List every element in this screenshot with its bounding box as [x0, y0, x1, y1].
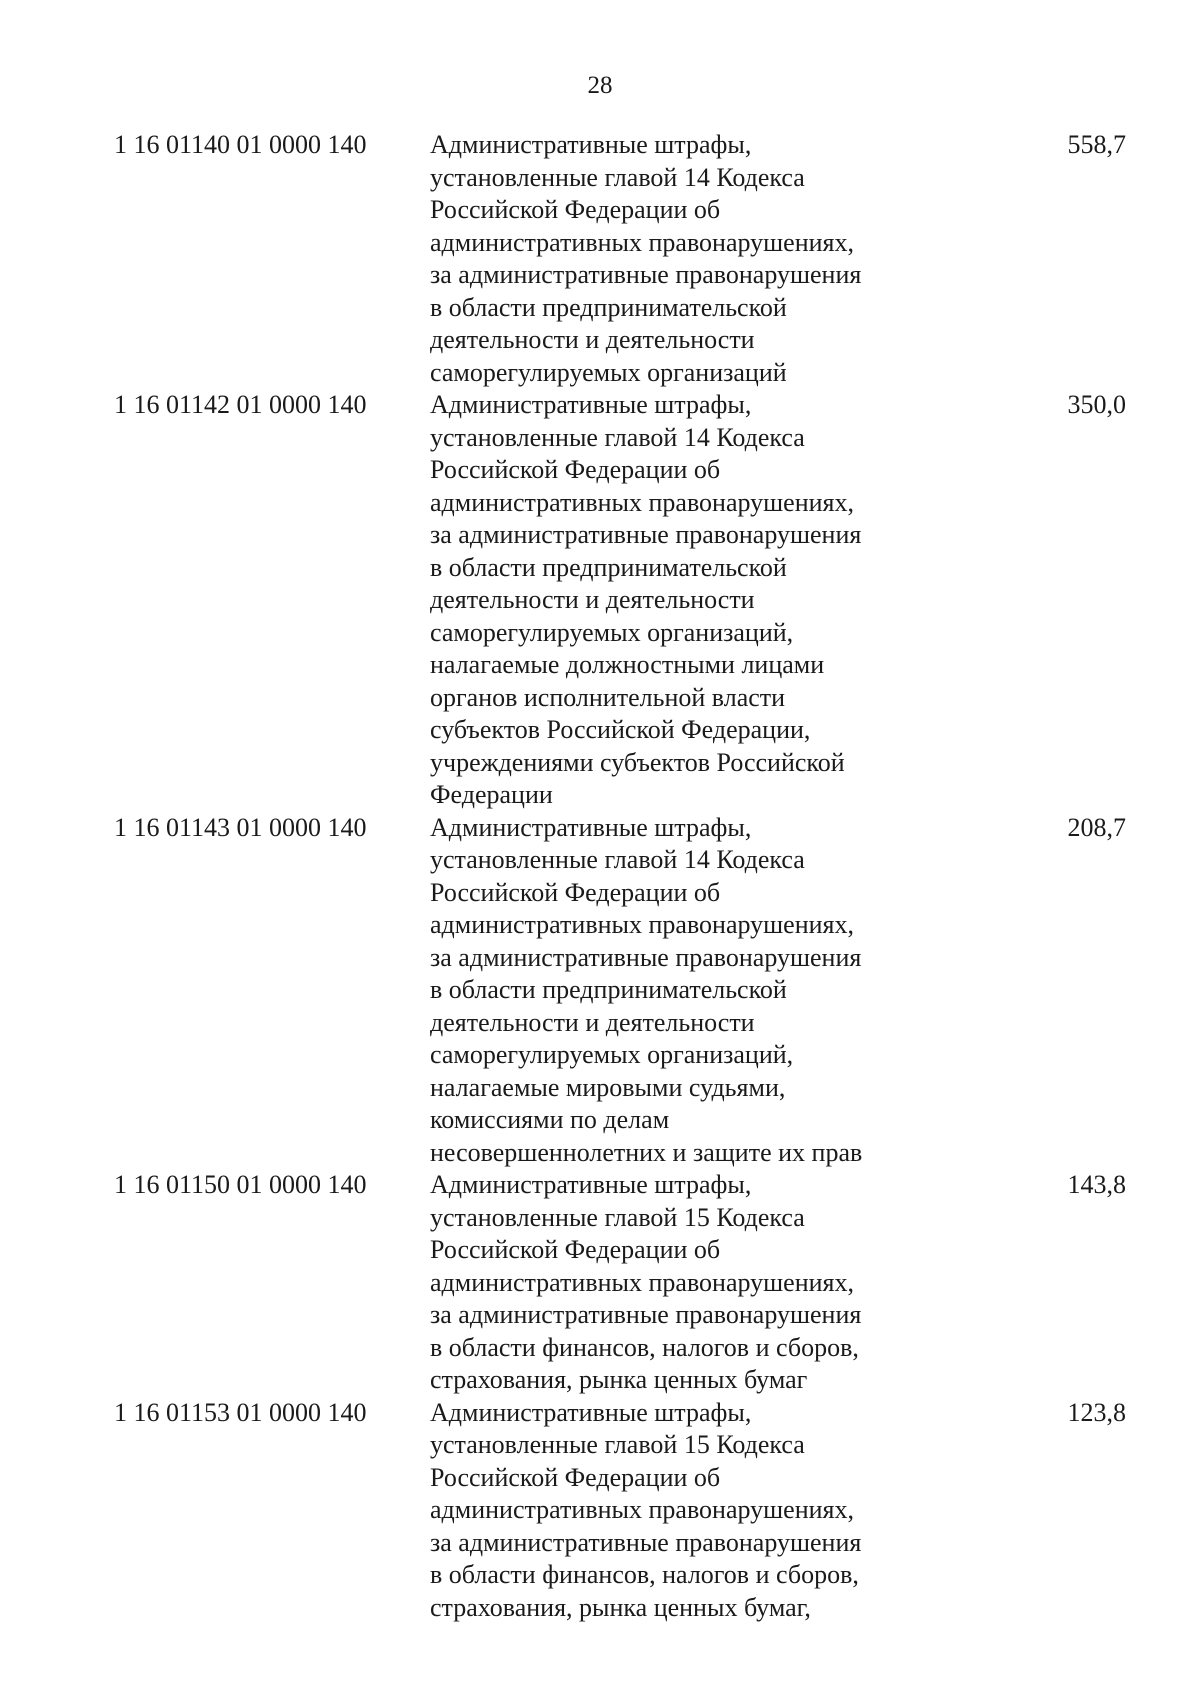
budget-code: 1 16 01140 01 0000 140 [114, 130, 367, 159]
budget-description: Административные штрафы, установленные главой 14 Кодекса Российской Федерации об административных правонарушениях, за административные правонарушения в области предпринимательской деятельности и деятельности саморегулируемых организаций [430, 130, 862, 387]
table-row [0, 389, 1200, 812]
budget-description: Административные штрафы, установленные главой 14 Кодекса Российской Федерации об административных правонарушениях, за административные правонарушения в области предпринимательской деятельности и деятельности саморегулируемых организаций, налагаемые должностными лицами органов исполнительной власти субъектов Российской Федерации, учреждениями субъектов Российской Федерации [430, 390, 862, 809]
budget-description: Административные штрафы, установленные главой 15 Кодекса Российской Федерации об административных правонарушениях, за административные правонарушения в области финансов, налогов и сборов, страхования, рынка ценных бумаг [430, 1170, 862, 1394]
table-row [0, 1169, 1200, 1397]
budget-amount: 123,8 [1067, 1397, 1126, 1427]
budget-amount: 558,7 [1067, 130, 1126, 159]
budget-code: 1 16 01153 01 0000 140 [114, 1397, 367, 1427]
table-row [0, 129, 1200, 389]
budget-description: Административные штрафы, установленные главой 15 Кодекса Российской Федерации об административных правонарушениях, за административные правонарушения в области финансов, налогов и сборов, страхования, рынка ценных бумаг, [430, 1397, 862, 1622]
budget-code: 1 16 01142 01 0000 140 [114, 390, 367, 419]
table-row [0, 812, 1200, 1170]
budget-amount: 350,0 [1067, 390, 1126, 419]
page-number: 28 [587, 72, 613, 99]
budget-amount: 143,8 [1067, 1170, 1126, 1199]
budget-amount: 208,7 [1067, 812, 1126, 842]
budget-code: 1 16 01150 01 0000 140 [114, 1170, 367, 1199]
budget-table [0, 129, 1200, 1624]
table-row [0, 1397, 1200, 1625]
budget-description: Административные штрафы, установленные главой 14 Кодекса Российской Федерации об административных правонарушениях, за административные правонарушения в области предпринимательской деятельности и деятельности саморегулируемых организаций, налагаемые мировыми судьями, комиссиями по делам несовершеннолетних и защите их прав [430, 812, 863, 1167]
budget-code: 1 16 01143 01 0000 140 [114, 812, 367, 842]
